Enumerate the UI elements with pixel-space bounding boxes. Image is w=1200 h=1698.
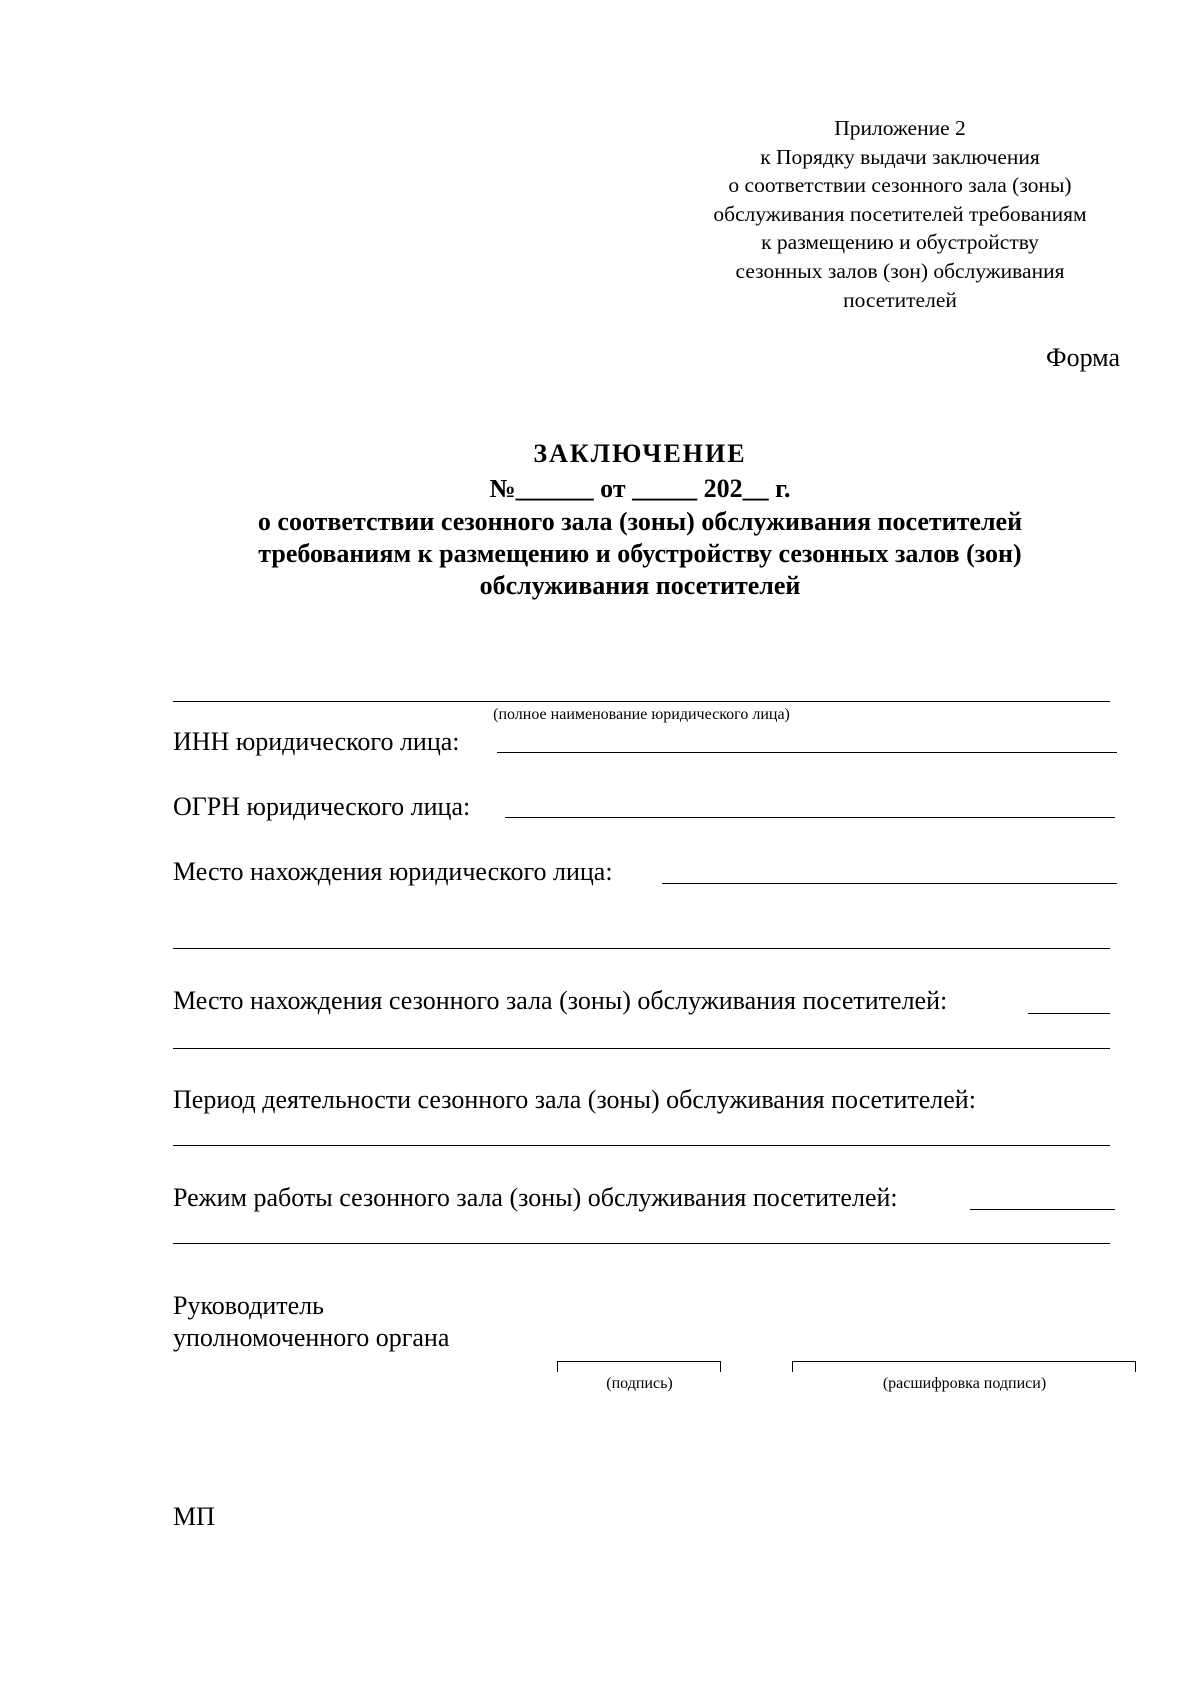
form-label: Форма (1046, 343, 1120, 372)
ogrn-label: ОГРН юридического лица: (173, 792, 471, 821)
schedule-field[interactable] (970, 1209, 1115, 1210)
document-title (140, 436, 1140, 602)
legal-name-field[interactable] (173, 701, 1110, 702)
title-main: ЗАКЛЮЧЕНИЕ (533, 439, 747, 468)
appendix-line: посетителей (843, 287, 957, 312)
appendix-line: Приложение 2 (834, 116, 966, 140)
period-field[interactable] (173, 1145, 1110, 1146)
appendix-line: обслуживания посетителей требованиям (713, 201, 1087, 226)
location-label: Место нахождения юридического лица: (173, 857, 613, 886)
title-number-line: №______ от _____ 202__ г. (489, 474, 791, 503)
title-subtitle-line: о соответствии сезонного зала (зоны) обслуживания посетителей (257, 507, 1023, 536)
ogrn-field[interactable] (505, 817, 1115, 818)
location-field[interactable] (662, 883, 1117, 884)
signatory-role-line1: Руководитель (173, 1291, 324, 1320)
signature-field[interactable] (557, 1361, 721, 1372)
hall-location-field-continuation[interactable] (173, 1048, 1110, 1049)
legal-name-caption: (полное наименование юридического лица) (493, 706, 790, 723)
title-subtitle-line: обслуживания посетителей (479, 571, 801, 600)
appendix-line: сезонных залов (зон) обслуживания (735, 258, 1065, 283)
signature-decoding-caption: (расшифровка подписи) (882, 1375, 1047, 1392)
inn-field[interactable] (497, 752, 1117, 753)
inn-label: ИНН юридического лица: (173, 727, 460, 756)
location-field-continuation[interactable] (173, 948, 1110, 949)
schedule-field-continuation[interactable] (173, 1243, 1110, 1244)
signatory-role-line2: уполномоченного органа (173, 1323, 450, 1352)
appendix-line: к Порядку выдачи заключения (760, 144, 1040, 169)
appendix-block (680, 114, 1120, 314)
signature-decoding-field[interactable] (792, 1361, 1136, 1372)
signature-caption: (подпись) (606, 1375, 673, 1392)
hall-location-field[interactable] (1028, 1013, 1110, 1014)
appendix-line: о соответствии сезонного зала (зоны) (728, 173, 1072, 198)
hall-location-label: Место нахождения сезонного зала (зоны) обслуживания посетителей: (173, 986, 948, 1015)
appendix-line: к размещению и обустройству (761, 230, 1039, 255)
stamp-label: МП (173, 1502, 215, 1531)
schedule-label: Режим работы сезонного зала (зоны) обслуживания посетителей: (173, 1183, 898, 1212)
title-subtitle-line: требованиям к размещению и обустройству сезонных залов (зон) (258, 539, 1022, 568)
period-label: Период деятельности сезонного зала (зоны) обслуживания посетителей: (173, 1085, 976, 1114)
